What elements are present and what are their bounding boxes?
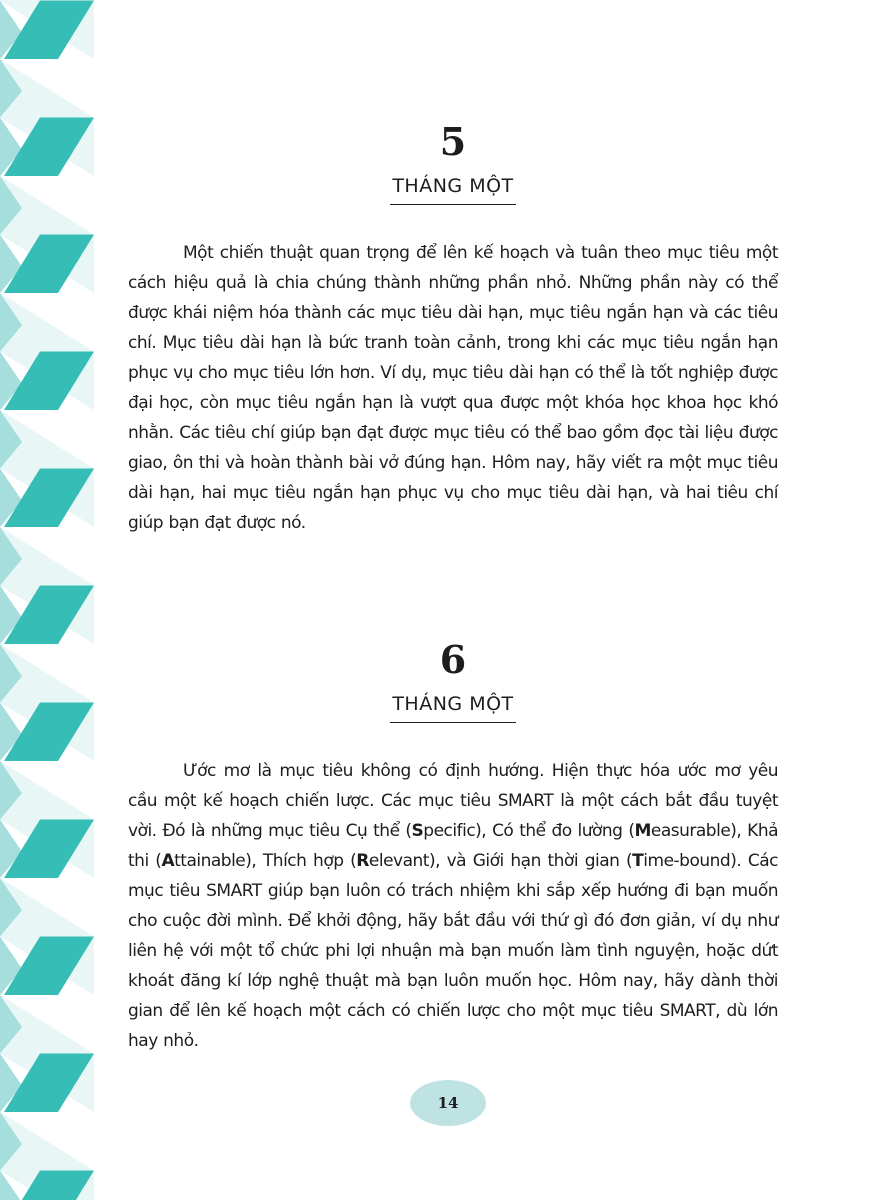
body-segment-bold: A	[161, 851, 175, 871]
entry-6	[128, 638, 778, 1056]
body-segment-bold: R	[356, 851, 369, 871]
entry-body	[128, 756, 778, 1056]
page-number-badge	[410, 1080, 486, 1126]
body-segment-bold: S	[411, 821, 424, 841]
body-segment-bold: M	[634, 821, 651, 841]
decorative-border	[0, 0, 110, 1200]
body-segment: ime-bound). Các mục tiêu SMART giúp bạn luôn có trách nhiệm khi sắp xếp hướng đi bạn muốn cho cuộc đời mình. Để khởi động, hãy bắt đầu với thứ gì đó đơn giản, ví dụ như liên hệ với một tổ chức phi lợi nhuận mà bạn muốn làm tình nguyện, hoặc dứt khoát đăng kí lớp nghệ thuật mà bạn luôn muốn học. Hôm nay, hãy dành thời gian để lên kế hoạch một cách có chiến lược cho một mục tiêu SMART, dù lớn hay nhỏ.	[128, 851, 778, 1051]
body-segment: Một chiến thuật quan trọng để lên kế hoạch và tuân theo mục tiêu một cách hiệu quả là chia chúng thành những phần nhỏ. Những phần này có thể được khái niệm hóa thành các mục tiêu dài hạn, mục tiêu ngắn hạn và các tiêu chí. Mục tiêu dài hạn là bức tranh toàn cảnh, trong khi các mục tiêu ngắn hạn phục vụ cho mục tiêu lớn hơn. Ví dụ, mục tiêu dài hạn có thể là tốt nghiệp được đại học, còn mục tiêu ngắn hạn là vượt qua được một khóa học khoa học khó nhằn. Các tiêu chí giúp bạn đạt được mục tiêu có thể bao gồm đọc tài liệu được giao, ôn thi và hoàn thành bài vở đúng hạn. Hôm nay, hãy viết ra một mục tiêu dài hạn, hai mục tiêu ngắn hạn phục vụ cho mục tiêu dài hạn, và hai tiêu chí giúp bạn đạt được nó.	[128, 243, 778, 533]
entry-number: 5	[439, 119, 467, 164]
body-segment: ttainable), Thích hợp (	[174, 851, 357, 871]
entry-5	[128, 120, 778, 538]
page-number: 14	[437, 1094, 459, 1112]
body-segment: elevant), và Giới hạn thời gian (	[368, 851, 633, 871]
body-segment: Ước mơ là mục tiêu không có định hướng. Hiện thực hóa ước mơ yêu cầu một kế hoạch chiến lược. Các mục tiêu SMART là một cách bắt đầu tuyệt vời. Đó là những mục tiêu Cụ thể (	[128, 761, 778, 841]
entry-heading: THÁNG MỘT	[390, 692, 515, 723]
entry-number: 6	[439, 637, 467, 682]
body-segment-bold: T	[632, 851, 644, 871]
body-segment: easurable), Khả thi (	[128, 821, 779, 871]
entry-body	[128, 238, 778, 538]
body-segment: pecific), Có thể đo lường (	[423, 821, 635, 841]
entry-heading: THÁNG MỘT	[390, 174, 515, 205]
